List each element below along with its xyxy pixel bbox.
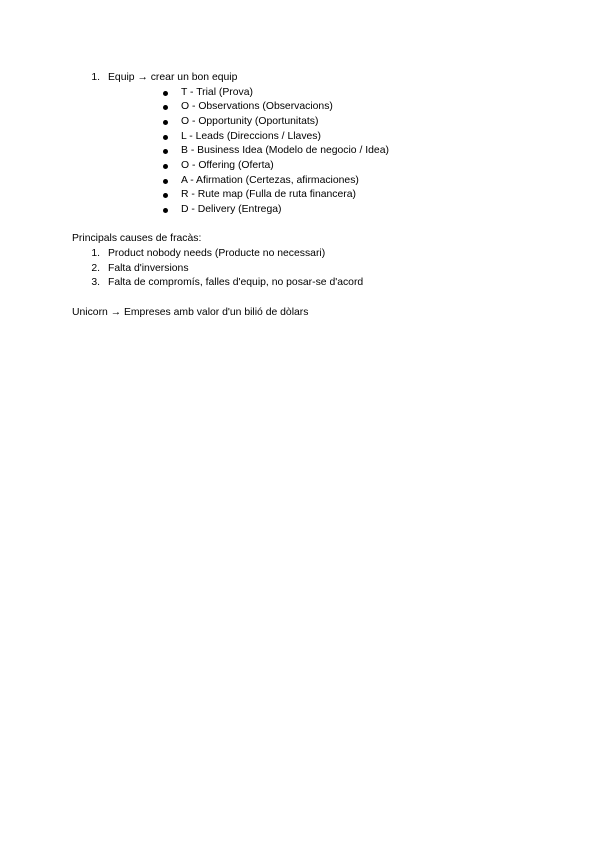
causes-heading: Principals causes de fracàs: [72, 233, 202, 244]
bullet-icon [163, 105, 168, 110]
list-number: 3. [91, 277, 100, 288]
bullet-icon [163, 149, 168, 154]
section-title: Equip → crear un bon equip [108, 72, 238, 83]
unicorn-definition: Unicorn → Empreses amb valor d'un bilió de dòlars [72, 307, 309, 318]
list-item: R - Rute map (Fulla de ruta financera) [181, 189, 356, 200]
list-number: 1. [91, 72, 100, 83]
list-item: Product nobody needs (Producte no necessari) [108, 248, 326, 259]
list-number: 2. [91, 263, 100, 274]
list-item: Falta d'inversions [108, 263, 189, 274]
bullet-icon [163, 164, 168, 169]
bullet-icon [163, 208, 168, 213]
list-item: Falta de compromís, falles d'equip, no posar-se d'acord [108, 277, 364, 288]
bullet-icon [163, 135, 168, 140]
list-item: A - Afirmation (Certezas, afirmaciones) [181, 175, 359, 186]
list-item: T - Trial (Prova) [181, 87, 253, 98]
list-item: D - Delivery (Entrega) [181, 204, 282, 215]
list-item: B - Business Idea (Modelo de negocio / Idea) [181, 145, 389, 156]
bullet-icon [163, 193, 168, 198]
bullet-icon [163, 120, 168, 125]
list-item: L - Leads (Direccions / Llaves) [181, 131, 321, 142]
list-item: O - Offering (Oferta) [181, 160, 274, 171]
list-item: O - Opportunity (Oportunitats) [181, 116, 319, 127]
list-item: O - Observations (Observacions) [181, 101, 333, 112]
bullet-icon [163, 179, 168, 184]
list-number: 1. [91, 248, 100, 259]
bullet-icon [163, 91, 168, 96]
